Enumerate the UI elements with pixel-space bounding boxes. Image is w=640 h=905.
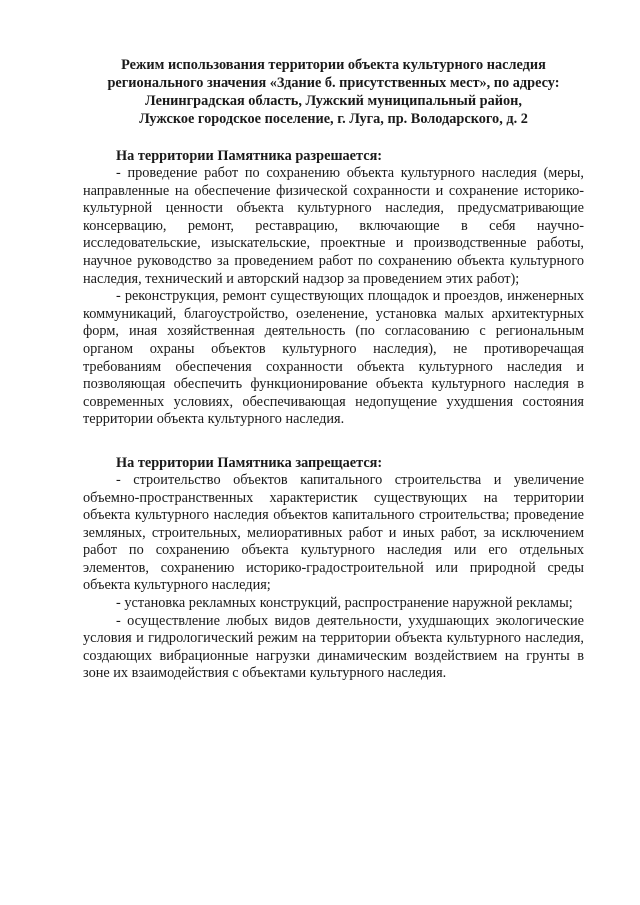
- prohibited-section: [83, 454, 584, 683]
- prohibited-item: - установка рекламных конструкций, распространение наружной рекламы;: [116, 595, 573, 612]
- allowed-item: - реконструкция, ремонт существующих площадок и проездов, инженерных коммуникаций, благоустройство, озеленение, установка малых архитектурных форм, иная хозяйственная деятельность (по согласованию с региональным органом охраны объектов культурного наследия), не противоречащая требованиям обеспечения сохранности объекта культурного наследия и позволяющая обеспечить функционирование объекта культурного наследия в современных условиях, обеспечивающая недопущение ухудшения состояния территории объекта культурного наследия.: [83, 288, 584, 428]
- prohibited-item: - строительство объектов капитального строительства и увеличение объемно-пространственных характеристик существующих на территории объекта культурного наследия объектов капитального строительства; проведение земляных, строительных, мелиоративных работ и иных работ, за исключением работ по сохранению объекта культурного наследия или его отдельных элементов, сохранению историко-градостроительной или природной среды объекта культурного наследия;: [83, 471, 584, 594]
- allowed-heading: На территории Памятника разрешается:: [116, 148, 383, 164]
- title-line: регионального значения «Здание б. присутственных мест», по адресу:: [107, 75, 560, 91]
- title-line: Режим использования территории объекта культурного наследия: [121, 57, 546, 73]
- allowed-section: [83, 147, 584, 429]
- title-line: Ленинградская область, Лужский муниципальный район,: [145, 93, 522, 109]
- allowed-item: - проведение работ по сохранению объекта культурного наследия (меры, направленные на обеспечение физической сохранности и сохранение историко-культурной ценности объекта культурного наследия, предусматривающие консервацию, ремонт, реставрацию, включающие в себя научно-исследовательские, изыскательские, проектные и производственные работы, научное руководство за проведением работ по сохранению объекта культурного наследия, технический и авторский надзор за проведением этих работ);: [83, 165, 584, 287]
- prohibited-item: - осуществление любых видов деятельности, ухудшающих экологические условия и гидрологический режим на территории объекта культурного наследия, создающих вибрационные нагрузки динамическим воздействием на грунты в зоне их взаимодействия с объектами культурного наследия.: [83, 612, 584, 682]
- document-title: [83, 56, 584, 128]
- prohibited-heading: На территории Памятника запрещается:: [116, 454, 383, 471]
- title-line: Лужское городское поселение, г. Луга, пр. Володарского, д. 2: [139, 111, 528, 127]
